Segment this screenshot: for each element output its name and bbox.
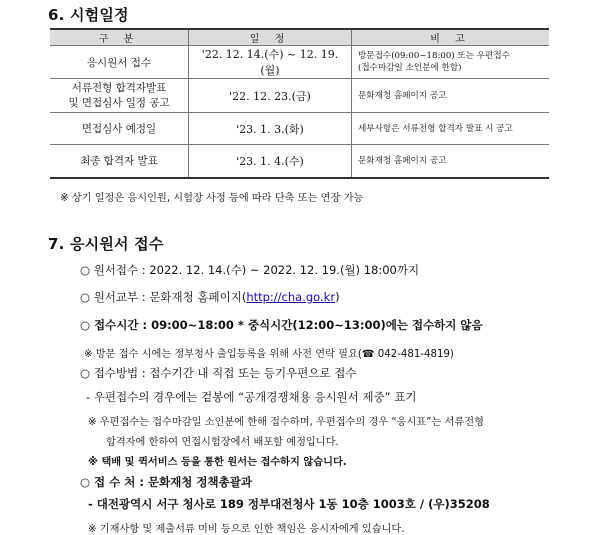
item-line: 및 면접심사 일정 공고 — [68, 96, 170, 109]
mail-condition-line2: 합격자에 한하여 면접시험장에서 배포할 예정입니다. — [106, 437, 339, 448]
cell-item: 면접심사 예정일 — [50, 113, 189, 145]
distribution-suffix: ) — [335, 290, 340, 304]
mail-condition-line1: ※ 우편접수는 접수마감일 소인분에 한해 접수하며, 우편접수의 경우 “응시표”는 서류전형 — [88, 417, 484, 428]
table-row — [50, 145, 549, 178]
cell-item: 응시원서 접수 — [50, 46, 189, 79]
courier-note: ※ 택배 및 퀵서비스 등을 통한 원서는 접수하지 않습니다. — [88, 457, 347, 468]
schedule-table — [50, 28, 549, 179]
item-line: 서류전형 합격자발표 — [71, 81, 167, 94]
cell-date: '22. 12. 23.(금) — [189, 79, 352, 113]
visit-note: ※ 방문 접수 시에는 정부청사 출입등록을 위해 사전 연락 필요(☎ 042-481-4819) — [84, 349, 454, 360]
header-category: 구 분 — [50, 29, 189, 46]
table-row — [50, 46, 549, 79]
cell-date: '22. 12. 14.(수) ~ 12. 19.(월) — [189, 46, 352, 79]
header-remarks: 비 고 — [352, 29, 550, 46]
note-line: 방문접수(09:00~18:00) 또는 우편접수 — [358, 51, 510, 61]
cell-note: 문화재청 홈페이지 공고 — [352, 145, 550, 178]
submission-method: ○ 접수방법 : 접수기간 내 직접 또는 등기우편으로 접수 — [80, 366, 357, 380]
table-header-row — [50, 29, 549, 46]
cell-note — [352, 46, 550, 79]
cell-date: '23. 1. 3.(화) — [189, 113, 352, 145]
header-schedule: 일 정 — [189, 29, 352, 46]
reception-office: ○ 접 수 처 : 문화재청 정책총괄과 — [80, 475, 252, 489]
reception-hours: ○ 접수시간 : 09:00~18:00 * 중식시간(12:00~13:00)에는 접수하지 않음 — [80, 318, 483, 332]
table-row — [50, 79, 549, 113]
application-period: ○ 원서접수 : 2022. 12. 14.(수) ~ 2022. 12. 19.(월) 18:00까지 — [80, 263, 420, 277]
application-distribution — [80, 289, 340, 305]
disclaimer-note: ※ 기재사항 및 제출서류 미비 등으로 인한 책임은 응시자에게 있습니다. — [88, 524, 405, 535]
mail-envelope-note: - 우편접수의 경우에는 겉봉에 “공개경쟁채용 응시원서 제중” 표기 — [86, 390, 417, 404]
cell-item — [50, 79, 189, 113]
cell-date: '23. 1. 4.(수) — [189, 145, 352, 178]
cell-note: 문화재청 홈페이지 공고 — [352, 79, 550, 113]
homepage-link[interactable]: http://cha.go.kr — [246, 290, 336, 304]
section-6-title: 6. 시험일정 — [48, 6, 129, 24]
section-7-title: 7. 응시원서 접수 — [48, 235, 164, 253]
distribution-prefix: ○ 원서교부 : 문화재청 홈페이지( — [80, 290, 247, 304]
cell-item: 최종 합격자 발표 — [50, 145, 189, 178]
schedule-footnote: ※ 상기 일정은 응시인원, 시험장 사정 등에 따라 단축 또는 연장 가능 — [60, 193, 364, 204]
table-row — [50, 113, 549, 145]
cell-note: 세부사항은 서류전형 합격자 발표 시 공고 — [352, 113, 550, 145]
office-address: - 대전광역시 서구 청사로 189 정부대전청사 1동 10층 1003호 / (우)35208 — [88, 497, 490, 511]
note-line: (접수마감일 소인분에 한함) — [358, 63, 462, 73]
